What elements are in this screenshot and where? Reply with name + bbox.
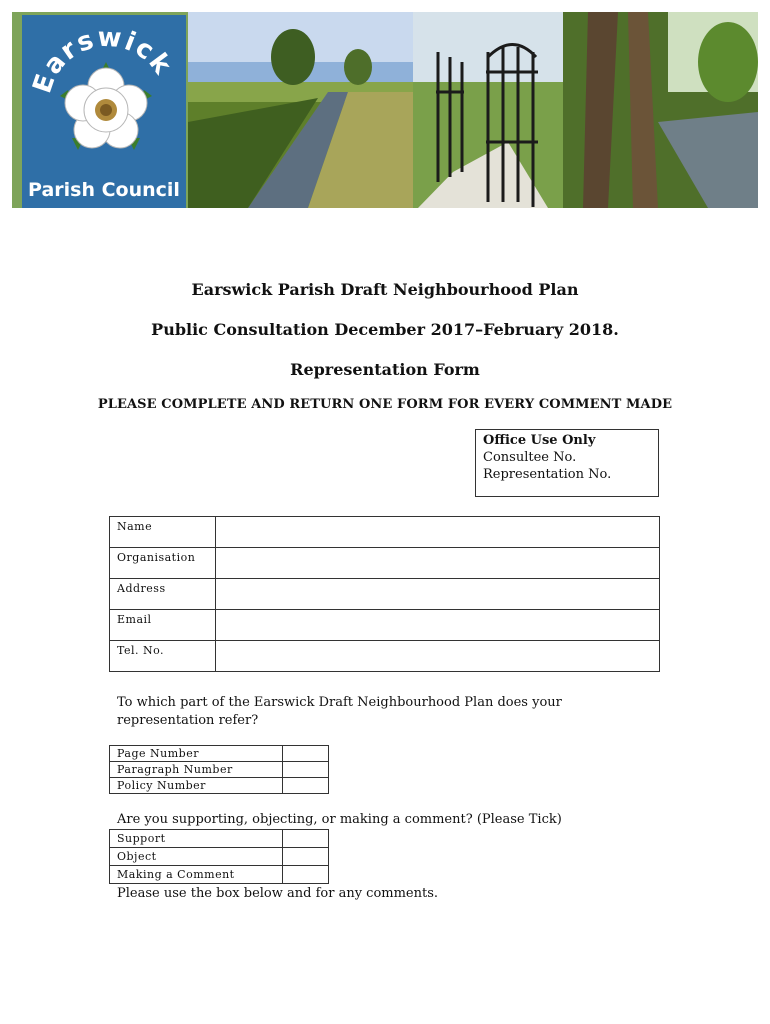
organisation-field[interactable] [216, 548, 660, 579]
comments-prompt: Please use the box below and for any comments. [117, 886, 439, 901]
object-tick-box[interactable] [283, 848, 329, 866]
table-row [110, 641, 660, 672]
telephone-field[interactable] [216, 641, 660, 672]
table-row [110, 848, 329, 866]
support-tick-box[interactable] [283, 830, 329, 848]
object-label: Object [110, 848, 283, 866]
email-label: Email [110, 610, 216, 641]
paragraph-number-field[interactable] [283, 762, 329, 778]
gate-photo [413, 12, 563, 208]
table-row [110, 579, 660, 610]
table-row [110, 778, 329, 794]
plan-part-question: To which part of the Earswick Draft Neighbourhood Plan does your representation refer? [117, 695, 562, 728]
representation-number-label: Representation No. [483, 467, 612, 482]
name-label: Name [110, 517, 216, 548]
comment-tick-box[interactable] [283, 866, 329, 884]
table-row [110, 830, 329, 848]
email-field[interactable] [216, 610, 660, 641]
telephone-label: Tel. No. [110, 641, 216, 672]
paragraph-number-label: Paragraph Number [110, 762, 283, 778]
name-field[interactable] [216, 517, 660, 548]
landscape-photo-collage [188, 12, 758, 208]
table-row [110, 517, 660, 548]
comment-label: Making a Comment [110, 866, 283, 884]
page-number-field[interactable] [283, 746, 329, 762]
page-number-label: Page Number [110, 746, 283, 762]
document-title: Earswick Parish Draft Neighbourhood Plan [191, 280, 579, 299]
parish-council-logo [22, 15, 186, 208]
policy-number-label: Policy Number [110, 778, 283, 794]
rose-icon [60, 62, 152, 150]
header-banner [12, 12, 758, 208]
office-use-box [475, 429, 659, 497]
instruction-text: PLEASE COMPLETE AND RETURN ONE FORM FOR EVERY COMMENT MADE [97, 397, 673, 412]
organisation-label: Organisation [110, 548, 216, 579]
policy-number-field[interactable] [283, 778, 329, 794]
contact-details-table [109, 516, 660, 672]
consultee-number-label: Consultee No. [483, 450, 577, 465]
plan-reference-table [109, 745, 329, 794]
table-row [110, 746, 329, 762]
support-label: Support [110, 830, 283, 848]
form-title: Representation Form [290, 360, 480, 379]
logo-word: Earswick [27, 22, 178, 98]
stance-question: Are you supporting, objecting, or making a comment? (Please Tick) [117, 812, 562, 827]
address-label: Address [110, 579, 216, 610]
address-field[interactable] [216, 579, 660, 610]
table-row [110, 548, 660, 579]
logo-subtitle: Parish Council [28, 179, 180, 201]
consultation-period: Public Consultation December 2017–February 2018. [151, 320, 619, 339]
river-photo [563, 12, 758, 208]
table-row [110, 866, 329, 884]
office-use-heading: Office Use Only [483, 433, 596, 448]
table-row [110, 762, 329, 778]
stance-tick-table [109, 829, 329, 884]
table-row [110, 610, 660, 641]
